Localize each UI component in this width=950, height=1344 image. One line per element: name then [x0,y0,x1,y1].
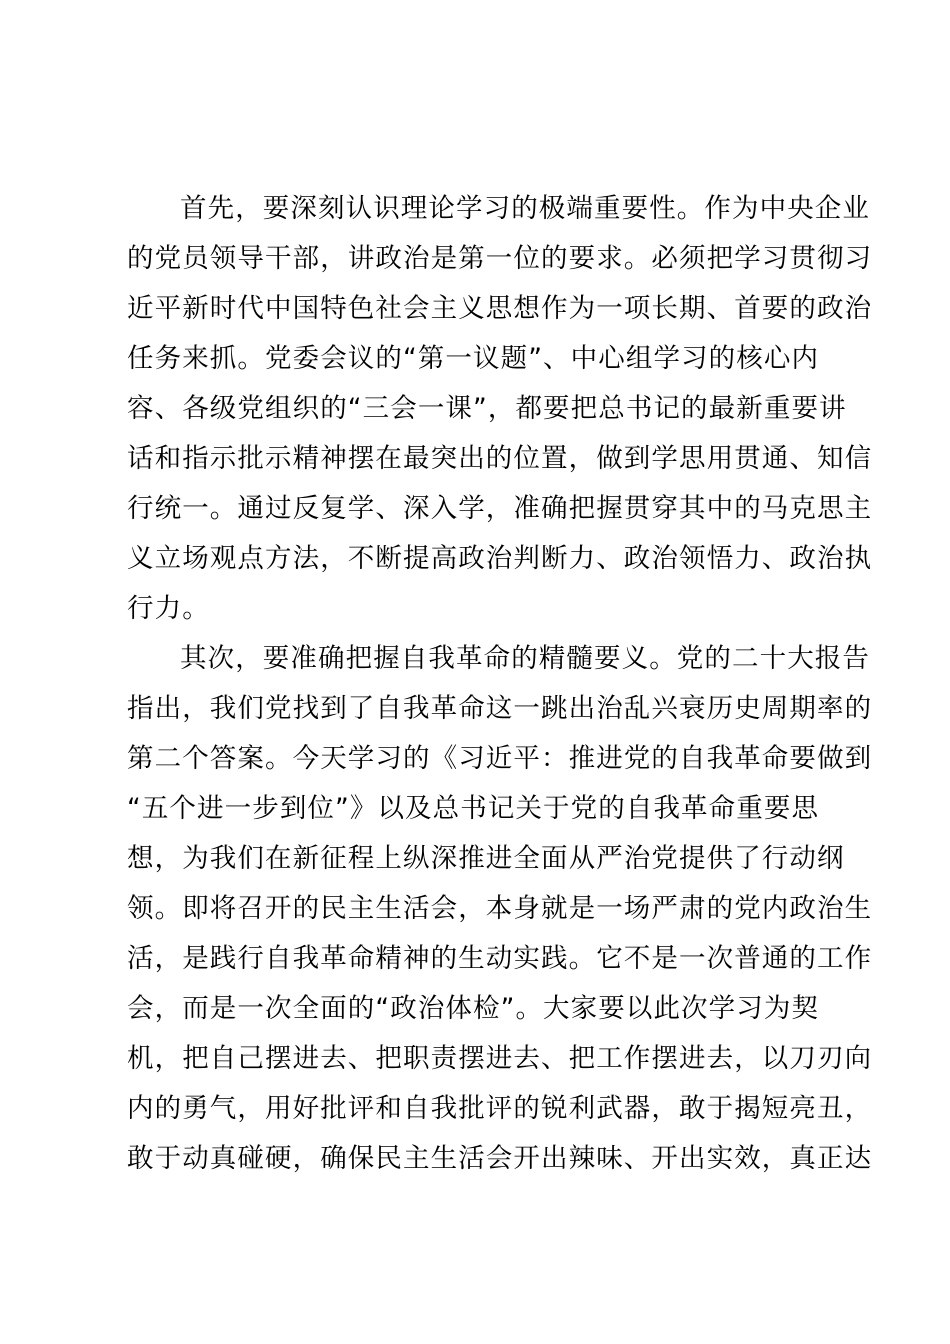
text-line: 近平新时代中国特色社会主义思想作为一项长期、首要的政治 [127,293,873,324]
text-line: 领。即将召开的民主生活会，本身就是一场严肃的党内政治生 [127,893,873,924]
text-line: 行统一。通过反复学、深入学，准确把握贯穿其中的马克思主 [127,493,873,524]
text-line: 的党员领导干部，讲政治是第一位的要求。必须把学习贯彻习 [127,243,873,274]
text-line: 敢于动真碰硬，确保民主生活会开出辣味、开出实效，真正达 [127,1143,873,1174]
text-line: 任务来抓。党委会议的“第一议题”、中心组学习的核心内 [127,343,820,374]
paragraph-theory-study [127,184,873,634]
text-line: 第二个答案。今天学习的《习近平：推进党的自我革命要做到 [127,743,873,774]
text-line: 行力。 [127,593,210,624]
text-line: 话和指示批示精神摆在最突出的位置，做到学思用贯通、知信 [127,443,873,474]
paragraph-self-revolution [127,634,873,1184]
text-line: 容、各级党组织的“三会一课”，都要把总书记的最新重要讲 [127,393,847,424]
text-line: “五个进一步到位”》以及总书记关于党的自我革命重要思 [127,793,820,824]
text-line: 会，而是一次全面的“政治体检”。大家要以此次学习为契 [127,993,820,1024]
text-line: 内的勇气，用好批评和自我批评的锐利武器，敢于揭短亮丑， [127,1093,873,1124]
text-line: 机，把自己摆进去、把职责摆进去、把工作摆进去，以刀刃向 [127,1043,873,1074]
text-line: 想，为我们在新征程上纵深推进全面从严治党提供了行动纲 [127,843,845,874]
text-line: 活，是践行自我革命精神的生动实践。它不是一次普通的工作 [127,943,873,974]
text-line: 义立场观点方法，不断提高政治判断力、政治领悟力、政治执 [127,543,873,574]
text-line: 其次，要准确把握自我革命的精髓要义。党的二十大报告 [180,643,870,674]
document-page [127,184,873,1184]
text-line: 指出，我们党找到了自我革命这一跳出治乱兴衰历史周期率的 [127,693,873,724]
text-line: 首先，要深刻认识理论学习的极端重要性。作为中央企业 [180,193,870,224]
